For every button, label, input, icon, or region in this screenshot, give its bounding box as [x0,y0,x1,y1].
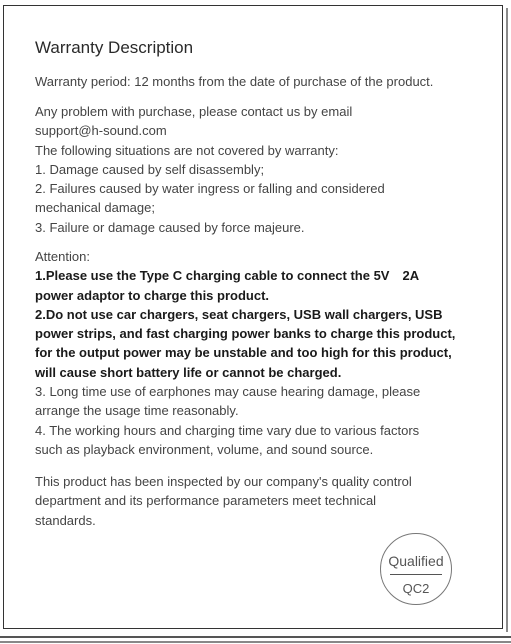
card-shadow [506,8,508,632]
attention-line: 3. Long time use of earphones may cause hearing damage, please [35,384,421,400]
attention-bold-line: for the output power may be unstable and too high for this product, [35,345,452,361]
bottom-divider-2 [0,641,511,643]
not-covered-item: mechanical damage; [35,200,155,216]
attention-line: arrange the usage time reasonably. [35,403,239,419]
attention-line: 4. The working hours and charging time vary due to various factors [35,422,420,438]
attention-section [35,247,467,459]
not-covered-item: 3. Failure or damage caused by force majeure. [35,219,305,235]
stamp-divider [390,574,442,575]
warranty-period: Warranty period: 12 months from the date of purchase of the product. [35,74,434,89]
attention-label: Attention: [35,249,90,264]
attention-bold-line: power adaptor to charge this product. [35,287,270,303]
not-covered-intro: The following situations are not covered by warranty: [35,142,339,158]
not-covered-item: 1. Damage caused by self disassembly; [35,161,265,177]
stamp-code: QC2 [402,581,430,596]
stamp-qualified: Qualified [388,553,444,569]
contact-section [35,102,467,237]
inspection-statement: This product has been inspected by our company's quality control department and its performance parameters meet technical standards. [35,474,412,528]
not-covered-item: 2. Failures caused by water ingress or falling and considered [35,181,385,197]
attention-bold-line: 2.Do not use car chargers, seat chargers, USB wall chargers, USB [35,306,443,322]
attention-bold-line: will cause short battery life or cannot be charged. [35,364,342,380]
contact-line: Any problem with purchase, please contact us by email [35,104,353,119]
qc-stamp [380,533,452,605]
attention-line: such as playback environment, volume, and sound source. [35,441,374,457]
support-email: support@h-sound.com [35,123,167,139]
attention-bold-line: power strips, and fast charging power banks to charge this product, [35,326,456,342]
document-title: Warranty Description [35,38,194,57]
attention-bold-line: 1.Please use the Type C charging cable to connect the 5V 2A [35,268,420,284]
bottom-divider [0,636,511,638]
